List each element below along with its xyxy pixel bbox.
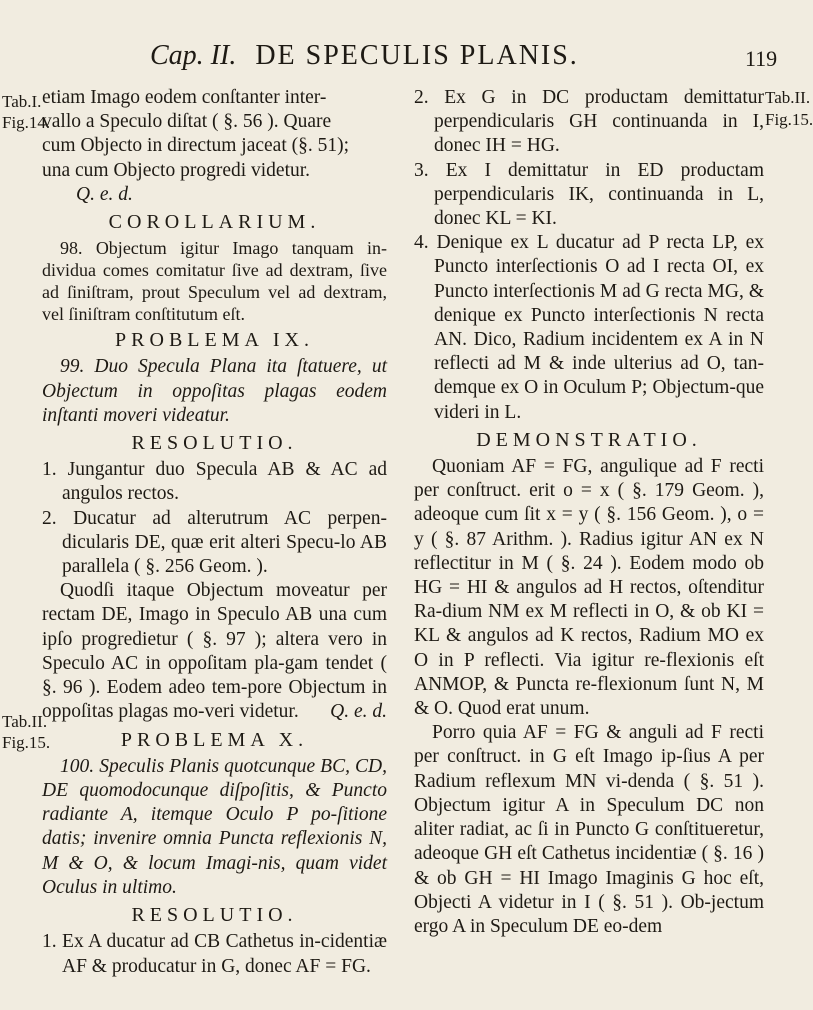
- resolutio-heading-2: RESOLUTIO.: [131, 904, 298, 927]
- text-line: etiam Imago eodem conſtanter inter-: [42, 87, 327, 108]
- right-column: [414, 86, 764, 939]
- left-column: [42, 86, 387, 979]
- page-number: 119: [745, 46, 778, 71]
- step-1: 1. Jungantur duo Specula AB & AC ad angulos rectos.: [42, 459, 387, 505]
- margin-note-fig14: Fig.14.: [2, 113, 51, 132]
- corollarium-heading: COROLLARIUM.: [108, 211, 321, 234]
- running-header: [150, 40, 770, 72]
- step-2-b: 2. Ex G in DC productam demittatur perpendicularis GH continuanda in I, donec IH = HG.: [414, 87, 764, 157]
- corollary-98: 98. Objectum igitur Imago tanquam in-dividua comes comitatur ſive ad dextram, ſive ad ſiniſtram, prout Speculum vel ad dextram, vel ſiniſtram conſtitutum eſt.: [42, 238, 387, 325]
- step-4: 4. Denique ex L ducatur ad P recta LP, ex Puncto interſectionis O ad I recta OI, ex Puncto interſectionis M ad G recta MG, & denique ex Puncto interſectionis N recta AN. Dico, Radium incidentem ex A in N reflecti ad M & inde ulterius ad O, tan-demque ex O in Oculum P; Objectum-que videri in L.: [414, 232, 764, 423]
- resolutio-heading-1: RESOLUTIO.: [131, 432, 298, 455]
- demonstratio-heading: DEMONSTRATIO.: [476, 428, 702, 451]
- step-2: 2. Ducatur ad alterutrum AC perpen-dicularis DE, quæ erit alteri Specu-lo AB parallela ( §. 256 Geom. ).: [42, 507, 387, 578]
- step-1-b: 1. Ex A ducatur ad CB Cathetus in-cidentiæ AF & producatur in G, donec AF = FG.: [42, 931, 387, 977]
- header-title: DE SPECULIS PLANIS.: [255, 40, 579, 71]
- margin-note-tab1: Tab.I.: [2, 92, 42, 111]
- text-line: cum Objecto in directum jaceat (§. 51);: [42, 135, 350, 157]
- margin-note-tab2-right: Tab.II.: [765, 88, 811, 107]
- text-line: vallo a Speculo diſtat ( §. 56 ). Quare: [42, 111, 332, 133]
- margin-note-fig15: Fig.15.: [2, 733, 51, 752]
- demonstration-part-1: Quoniam AF = FG, angulique ad F recti per conſtruct. erit o = x ( §. 179 Geom. ), adeoque cum ſit x = y ( §. 156 Geom. ), o = y ( §. 87 Arithm. ). Radius igitur AN ex N reflectitur in M ( §. 24 ). Eodem modo ob HG = HI & angulos ad H rectos, oſtenditur Ra-dium NM ex M reflecti in O, & ob KI = KL & angulos ad K rectos, Radium MO ex O in P reflecti. Via igitur re-flexionis eſt ANMOP, & Puncta re-flexionum ſunt N, M & O. Quod erat unum.: [414, 456, 764, 720]
- problem-99: 99. Duo Specula Plana ita ſtatuere, ut Objectum in oppoſitas plagas eodem inſtanti moveri videatur.: [42, 356, 387, 426]
- problema-9-heading: PROBLEMA IX.: [115, 329, 314, 352]
- problema-10-heading: PROBLEMA X.: [120, 728, 309, 751]
- resolution-text: Quodſi itaque Objectum moveatur per rectam DE, Imago in Speculo AB una cum ipſo progredietur ( §. 97 ); altera vero in Speculo AC in oppoſitam pla-gam tendet ( §. 96 ). Eodem adeo tem-pore Objectum in oppoſitas plagas mo-veri videtur.: [42, 580, 387, 723]
- step-3: 3. Ex I demittatur in ED productam perpendicularis IK, continuanda in L, donec KL = KI.: [414, 159, 764, 230]
- qed-mark: Q. e. d.: [76, 183, 133, 205]
- text-line: una cum Objecto progredi videtur.: [42, 159, 311, 181]
- problem-100: 100. Speculis Planis quotcunque BC, CD, DE quomodocunque diſpoſitis, & Puncto radiante A, itemque Oculo P po-ſitione datis; invenire omnia Puncta reflexionis N, M & O, & locum Imagi-nis, quam videt Oculus in ultimo.: [42, 755, 387, 898]
- margin-note-fig15-right: Fig.15.: [765, 110, 813, 129]
- margin-note-tab2: Tab.II.: [2, 712, 48, 731]
- chapter-label: Cap. II.: [150, 40, 237, 71]
- qed-mark-2: Q. e. d.: [330, 701, 387, 723]
- demonstration-part-2: Porro quia AF = FG & anguli ad F recti per conſtruct. in G eſt Imago ip-ſius A per Radium reflexum MN vi-denda ( §. 51 ). Objectum igitur A in Speculum DC non aliter radiat, ac ſi in Puncto G conſtitueretur, adeoque GH eſt Cathetus incidentiæ ( §. 16 ) & ob GH = HI Imago Imaginis G hoc eſt, Objecti A videtur in I ( §. 51 ). Ob-jectum ergo A in Speculum DE eo-dem: [414, 722, 764, 937]
